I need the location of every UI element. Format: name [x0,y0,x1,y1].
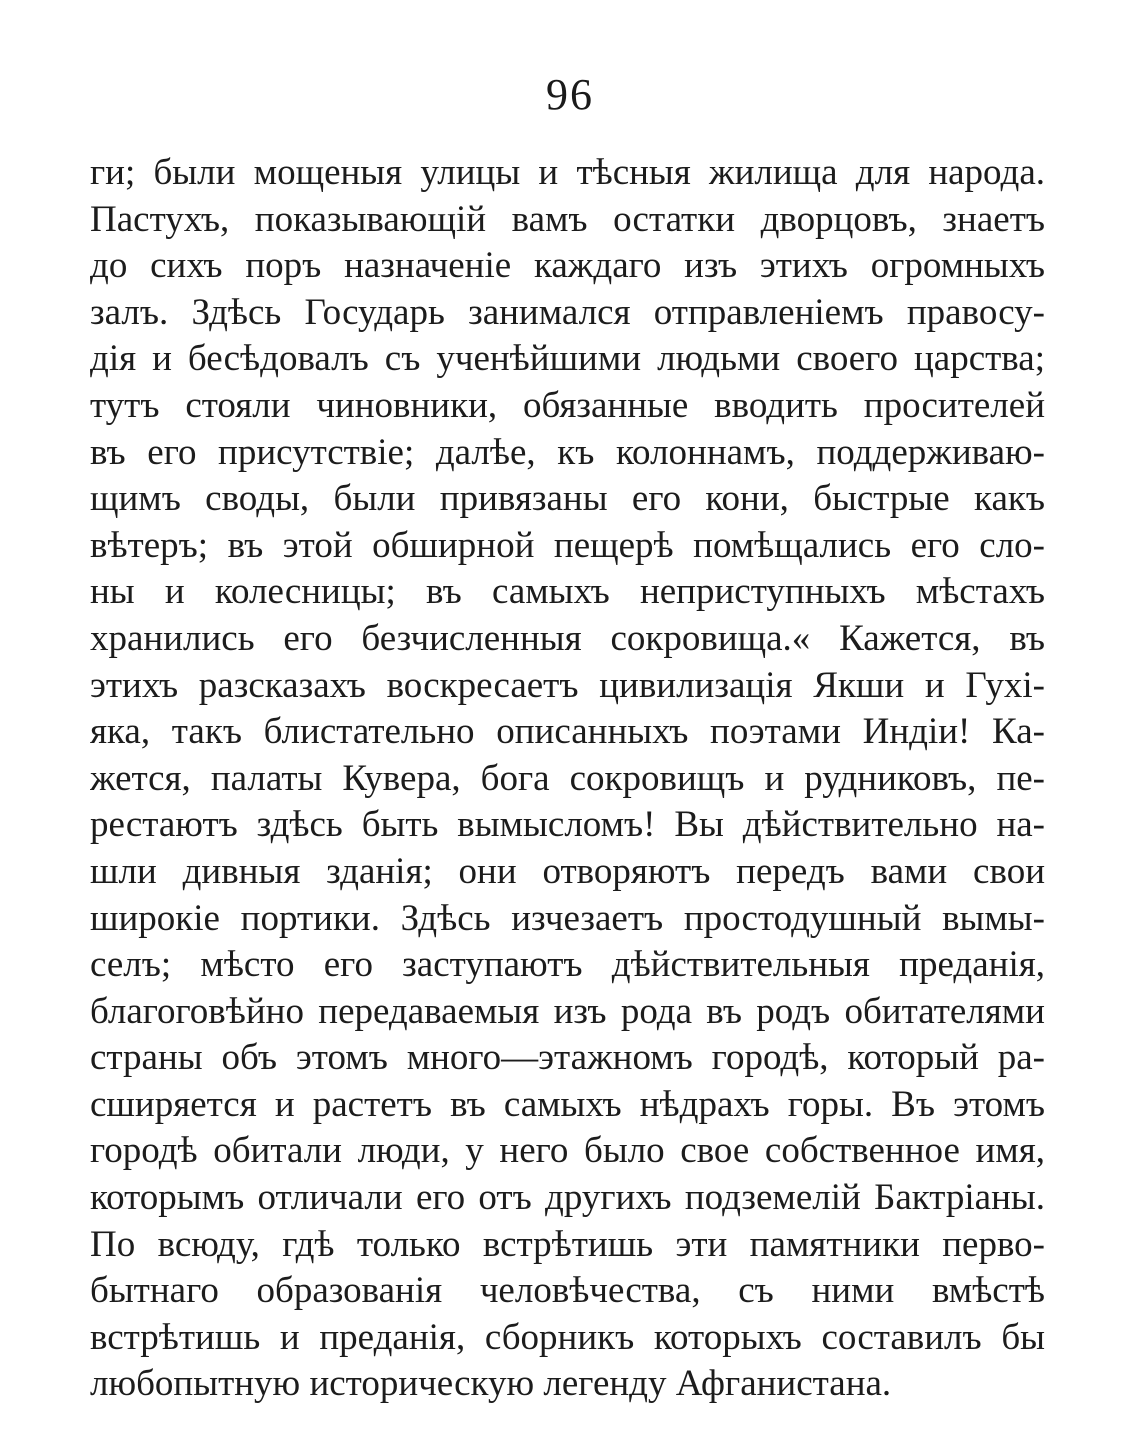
text-line: яка, такъ блистательно описанныхъ поэтами Индіи! Ка- [90,711,1045,753]
body-text [90,150,1045,1408]
text-line: вѣтеръ; въ этой обширной пещерѣ помѣщались его сло- [90,524,1045,566]
text-line: встрѣтишь и преданія, сборникъ которыхъ составилъ бы [90,1316,1045,1358]
text-line: щимъ своды, были привязаны его кони, быстрые какъ [90,478,1045,520]
text-line: тутъ стояли чиновники, обязанные вводить просителей [90,384,1045,426]
text-line: залъ. Здѣсь Государь занимался отправленіемъ правосу- [90,291,1045,333]
text-line: дія и бесѣдовалъ съ ученѣйшими людьми своего царства; [90,338,1045,380]
text-line: ны и колесницы; въ самыхъ неприступныхъ мѣстахъ [90,571,1045,613]
text-line: широкіе портики. Здѣсь изчезаетъ простодушный вымы- [90,897,1045,939]
text-line: въ его присутствіе; далѣе, къ колоннамъ, поддерживаю- [90,431,1045,473]
text-line: По всюду, гдѣ только встрѣтишь эти памятники перво- [90,1223,1045,1265]
text-line: жется, палаты Кувера, бога сокровищъ и рудниковъ, пе- [90,757,1045,799]
text-line: этихъ разсказахъ воскресаетъ цивилизація Якши и Гухі- [90,664,1045,706]
text-line: ги; были мощеныя улицы и тѣсныя жилища для народа. [90,152,1045,193]
text-line: селъ; мѣсто его заступаютъ дѣйствительныя преданія, [90,944,1045,986]
text-line: сширяется и растетъ въ самыхъ нѣдрахъ горы. Въ этомъ [90,1083,1045,1125]
text-line: страны объ этомъ много—этажномъ городѣ, который ра- [90,1037,1045,1079]
text-line: хранились его безчисленныя сокровища.« Кажется, въ [90,617,1045,659]
text-line: Пастухъ, показывающій вамъ остатки дворцовъ, знаетъ [90,198,1045,240]
text-line: любопытную историческую легенду Афганистана. [90,1363,892,1405]
text-line: шли дивныя зданія; они отворяютъ передъ вами свои [90,850,1045,892]
text-line: благоговѣйно передаваемыя изъ рода въ родъ обитателями [90,990,1045,1032]
page-number: 96 [546,70,594,119]
text-line: бытнаго образованія человѣчества, съ ними вмѣстѣ [90,1270,1045,1312]
text-line: которымъ отличали его отъ другихъ подземелій Бактріаны. [90,1177,1045,1219]
text-line: до сихъ поръ назначеніе каждаго изъ этихъ огромныхъ [90,245,1045,287]
text-line: рестаютъ здѣсь быть вымысломъ! Вы дѣйствительно на- [90,804,1045,846]
text-line: городѣ обитали люди, у него было свое собственное имя, [90,1130,1045,1172]
